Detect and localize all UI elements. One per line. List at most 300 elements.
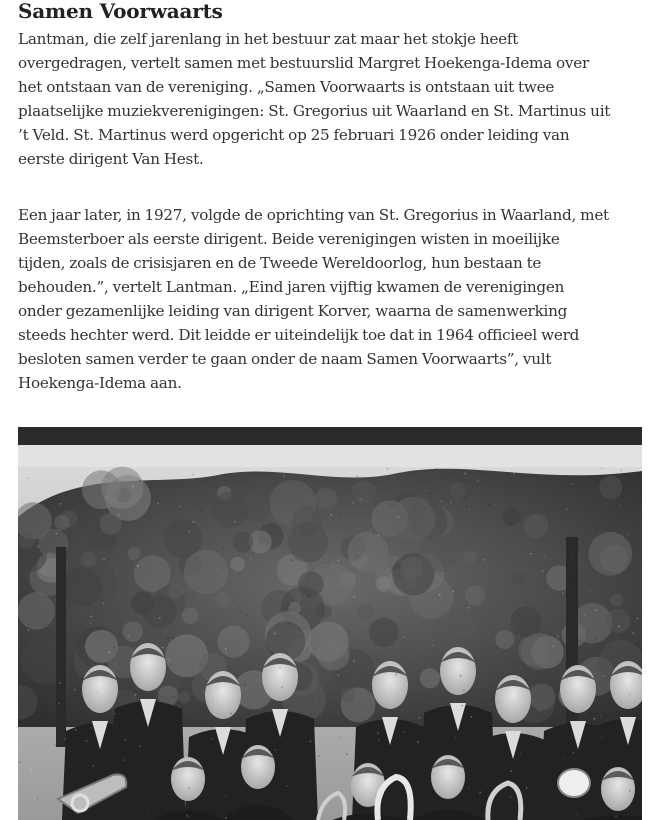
film-grain (114, 647, 116, 649)
foliage-blob (390, 497, 435, 542)
film-grain (403, 731, 405, 733)
film-grain (61, 631, 63, 633)
film-grain (518, 633, 520, 635)
film-grain (193, 521, 195, 523)
film-grain (104, 558, 106, 560)
film-grain (509, 629, 511, 631)
film-grain (74, 474, 76, 476)
film-grain (103, 602, 105, 604)
film-grain (452, 591, 454, 593)
film-grain (469, 509, 471, 511)
film-grain (596, 638, 598, 640)
film-grain (296, 528, 298, 530)
foliage-blob (63, 567, 102, 606)
film-grain (274, 633, 276, 635)
film-grain (93, 765, 95, 767)
film-grain (518, 737, 520, 739)
film-grain (235, 474, 237, 476)
section-heading: Samen Voorwaarts (18, 0, 223, 23)
film-grain (381, 767, 383, 769)
film-grain (440, 501, 442, 503)
film-grain (436, 468, 438, 470)
film-grain (510, 796, 512, 798)
foliage-blob (511, 570, 526, 585)
film-grain (391, 504, 393, 506)
paragraph-line: steeds hechter werd. Dit leidde er uiteindelijk toe dat in 1964 officieel werd (18, 326, 580, 344)
film-grain (571, 484, 573, 486)
paragraph-1 (18, 27, 610, 171)
film-grain (86, 809, 88, 811)
film-grain (432, 645, 434, 647)
film-grain (510, 771, 512, 773)
foliage-blob (529, 684, 556, 711)
film-grain (630, 650, 632, 652)
film-grain (405, 509, 407, 511)
film-grain (608, 593, 610, 595)
film-grain (340, 514, 342, 516)
film-grain (619, 504, 621, 506)
film-grain (338, 675, 340, 677)
film-grain (244, 684, 246, 686)
foliage-blob (495, 630, 514, 649)
foliage-blob (455, 617, 477, 639)
film-grain (521, 596, 523, 598)
film-grain (159, 617, 161, 619)
film-grain (137, 508, 139, 510)
film-grain (100, 600, 102, 602)
film-grain (90, 671, 92, 673)
horn-bell (558, 769, 590, 797)
photo-border-strip (18, 445, 642, 467)
film-grain (621, 470, 623, 472)
film-grain (429, 493, 431, 495)
film-grain (232, 606, 234, 608)
film-grain (450, 502, 452, 504)
foliage-blob (178, 691, 190, 703)
foliage-blob (212, 492, 249, 529)
film-grain (353, 502, 355, 504)
foliage-blob (100, 513, 122, 535)
film-grain (562, 758, 564, 760)
film-grain (566, 509, 568, 511)
film-grain (322, 567, 324, 569)
film-grain (188, 806, 190, 808)
film-grain (557, 636, 559, 638)
film-grain (91, 616, 93, 618)
film-grain (556, 668, 558, 670)
film-grain (240, 651, 242, 653)
film-grain (521, 753, 523, 755)
film-grain (201, 511, 203, 512)
film-grain (96, 472, 98, 474)
film-grain (628, 814, 630, 816)
film-grain (148, 813, 150, 815)
film-grain (353, 661, 355, 663)
foliage-blob (82, 470, 121, 509)
film-grain (181, 563, 183, 565)
film-grain (601, 468, 603, 470)
film-grain (526, 787, 528, 789)
film-grain (428, 776, 430, 778)
film-grain (279, 471, 281, 473)
film-grain (139, 745, 141, 747)
film-grain (349, 679, 351, 681)
paragraph-line: Lantman, die zelf jarenlang in het bestuur zat maar het stokje heeft (18, 30, 519, 48)
film-grain (218, 790, 220, 792)
film-grain (190, 795, 192, 797)
foliage-blob (54, 515, 69, 530)
film-grain (478, 711, 480, 713)
film-grain (234, 521, 236, 523)
film-grain (203, 692, 205, 694)
film-grain (358, 639, 360, 641)
film-grain (112, 571, 114, 573)
paragraph-line: behouden.”, vertelt Lantman. „Eind jaren vijftig kwamen de verenigingen (18, 278, 565, 296)
film-grain (377, 732, 379, 734)
film-grain (58, 703, 60, 705)
film-grain (225, 817, 227, 819)
film-grain (589, 712, 591, 714)
film-grain (357, 476, 359, 478)
film-grain (30, 769, 32, 771)
film-grain (91, 727, 93, 729)
film-grain (19, 672, 21, 674)
film-grain (47, 738, 49, 740)
film-grain (212, 699, 214, 701)
film-grain (328, 562, 330, 564)
film-grain (455, 737, 457, 739)
foliage-blob (317, 637, 350, 670)
film-grain (74, 689, 76, 691)
film-grain (28, 629, 30, 631)
film-grain (338, 560, 340, 562)
film-grain (233, 672, 235, 674)
foliage-blob (18, 533, 34, 549)
film-grain (356, 555, 358, 557)
foliage-blob (502, 508, 520, 526)
foliage-blob (420, 668, 440, 688)
film-grain (124, 742, 126, 744)
film-grain (360, 498, 362, 500)
film-grain (38, 546, 40, 548)
film-grain (107, 476, 109, 478)
film-grain (230, 713, 232, 715)
film-grain (286, 785, 288, 787)
film-grain (102, 559, 104, 561)
film-grain (192, 474, 194, 476)
film-grain (224, 715, 226, 717)
film-grain (570, 707, 572, 709)
film-grain (275, 547, 277, 549)
paragraph-line: plaatselijke muziekverenigingen: St. Gregorius uit Waarland en St. Martinus uit (18, 102, 611, 120)
film-grain (216, 569, 218, 571)
film-grain (629, 694, 631, 696)
film-grain (115, 517, 117, 519)
film-grain (533, 491, 535, 493)
film-grain (432, 791, 434, 793)
film-grain (226, 795, 228, 797)
paragraph-line: ’t Veld. St. Martinus werd opgericht op 25 februari 1926 onder leiding van (18, 126, 570, 144)
foliage-blob (352, 481, 376, 505)
film-grain (528, 506, 530, 508)
foliage-blob (81, 551, 97, 567)
film-grain (56, 533, 58, 535)
film-grain (235, 507, 237, 509)
film-grain (562, 592, 564, 594)
paragraph-2 (18, 203, 609, 395)
film-grain (615, 816, 617, 818)
film-grain (211, 738, 213, 740)
film-grain (473, 575, 475, 577)
foliage-blob (369, 618, 399, 648)
film-grain (393, 477, 395, 479)
film-grain (590, 591, 592, 593)
foliage-blob (230, 557, 245, 572)
film-grain (417, 741, 419, 743)
film-grain (357, 550, 359, 552)
film-grain (337, 494, 339, 496)
foliage-blob (288, 522, 328, 562)
foliage-blob (142, 594, 176, 628)
film-grain (310, 741, 312, 743)
film-grain (340, 737, 342, 739)
film-grain (375, 794, 377, 796)
film-grain (19, 761, 21, 763)
paragraph-line: besloten samen verder te gaan onder de naam Samen Voorwaarts”, vult (18, 350, 552, 368)
film-grain (170, 751, 172, 753)
film-grain (206, 640, 208, 642)
film-grain (567, 809, 569, 811)
film-grain (157, 591, 159, 593)
film-grain (75, 729, 77, 731)
foliage-blob (588, 532, 632, 576)
film-grain (618, 626, 620, 628)
film-grain (54, 599, 56, 601)
film-grain (246, 614, 248, 616)
film-grain (439, 594, 441, 596)
foliage-blob (123, 622, 143, 642)
band-group-photo[interactable] (18, 427, 642, 820)
film-grain (151, 749, 153, 751)
film-grain (283, 475, 285, 477)
film-grain (629, 790, 631, 792)
film-grain (232, 523, 234, 525)
paragraph-line: eerste dirigent Van Hest. (18, 150, 204, 168)
film-grain (225, 648, 227, 650)
foliage-blob (298, 571, 324, 597)
film-grain (584, 614, 586, 616)
film-grain (633, 632, 635, 634)
film-grain (149, 554, 151, 556)
film-grain (463, 689, 465, 691)
film-grain (397, 516, 399, 518)
film-grain (267, 756, 269, 758)
film-grain (430, 507, 432, 509)
film-grain (33, 633, 35, 635)
film-grain (132, 485, 134, 487)
film-grain (521, 516, 523, 518)
film-grain (22, 707, 24, 709)
foliage-blob (232, 532, 253, 553)
paragraph-line: Beemsterboer als eerste dirigent. Beide verenigingen wisten in moeilijke (18, 230, 560, 248)
film-grain (488, 518, 490, 520)
film-grain (456, 743, 458, 745)
film-grain (347, 649, 349, 651)
film-grain (188, 531, 190, 533)
paragraph-line: Hoekenga-Idema aan. (18, 374, 182, 392)
film-grain (501, 700, 503, 702)
film-grain (139, 480, 141, 482)
foliage-blob (18, 592, 55, 629)
foliage-blob (169, 584, 184, 599)
film-grain (191, 652, 193, 654)
film-grain (603, 675, 605, 677)
film-grain (137, 565, 139, 567)
film-grain (476, 796, 478, 798)
film-grain (158, 503, 160, 505)
film-grain (90, 545, 92, 547)
film-grain (109, 810, 111, 812)
foliage-blob (215, 592, 230, 607)
film-grain (395, 674, 397, 676)
film-grain (378, 739, 380, 741)
film-grain (125, 739, 127, 741)
foliage-blob (610, 594, 623, 607)
film-grain (594, 718, 596, 720)
film-grain (419, 717, 421, 719)
film-grain (330, 514, 332, 516)
film-grain (465, 496, 467, 498)
film-grain (611, 734, 613, 736)
film-grain (573, 752, 575, 754)
film-grain (308, 596, 310, 598)
film-grain (196, 505, 198, 507)
film-grain (128, 635, 130, 637)
film-grain (319, 755, 321, 757)
foliage-blob (599, 476, 622, 499)
foliage-blob (288, 602, 301, 615)
film-grain (387, 468, 389, 470)
foliage-blob (348, 531, 389, 572)
film-grain (286, 792, 288, 794)
foliage-blob (511, 606, 542, 637)
film-grain (173, 696, 175, 698)
tree-trunk (566, 537, 578, 747)
foliage-blob (420, 482, 433, 495)
film-grain (90, 622, 92, 624)
film-grain (545, 556, 547, 558)
film-grain (154, 519, 156, 521)
film-grain (189, 816, 191, 818)
film-grain (250, 558, 252, 560)
foliage-blob (449, 482, 466, 499)
band-photo-illustration (18, 427, 642, 820)
film-grain (167, 637, 169, 639)
foliage-blob (182, 607, 199, 624)
film-grain (403, 636, 405, 638)
film-grain (468, 788, 470, 790)
film-grain (134, 647, 136, 649)
foliage-blob (465, 585, 485, 605)
film-grain (378, 535, 380, 537)
film-grain (123, 759, 125, 761)
film-grain (637, 618, 639, 620)
film-grain (530, 553, 532, 555)
foliage-blob (464, 551, 477, 564)
film-grain (363, 797, 365, 799)
foliage-blob (217, 626, 249, 658)
film-grain (114, 713, 116, 715)
film-grain (60, 503, 62, 505)
film-grain (538, 811, 540, 813)
film-grain (497, 701, 499, 703)
film-grain (375, 797, 377, 799)
film-grain (64, 739, 66, 741)
film-grain (133, 733, 135, 735)
film-grain (130, 608, 132, 610)
foliage-blob (128, 547, 141, 560)
film-grain (275, 749, 277, 751)
film-grain (70, 751, 72, 753)
film-grain (279, 667, 281, 669)
film-grain (600, 716, 602, 718)
film-grain (96, 692, 98, 694)
film-grain (373, 532, 375, 534)
film-grain (628, 534, 630, 536)
paragraph-line: tijden, zoals de crisisjaren en de Tweede Wereldoorlog, hun bestaan te (18, 254, 542, 272)
film-grain (315, 699, 317, 701)
paragraph-line: onder gezamenlijke leiding van dirigent Korver, waarna de samenwerking (18, 302, 568, 320)
paragraph-line: het ontstaan van de vereniging. „Samen Voorwaarts is ontstaan uit twee (18, 78, 555, 96)
tree-trunk (56, 547, 66, 747)
film-grain (572, 554, 574, 556)
foliage-blob (521, 633, 558, 670)
film-grain (37, 798, 39, 800)
film-grain (484, 559, 486, 561)
film-grain (354, 596, 356, 598)
film-grain (601, 736, 603, 738)
foliage-blob (315, 487, 337, 509)
film-grain (577, 813, 579, 815)
film-grain (561, 564, 563, 566)
film-grain (188, 787, 190, 789)
film-grain (464, 473, 466, 475)
foliage-blob (524, 514, 548, 538)
film-grain (613, 777, 615, 779)
film-grain (186, 815, 188, 817)
film-grain (542, 570, 544, 572)
film-grain (585, 492, 587, 494)
film-grain (281, 687, 283, 689)
film-grain (162, 647, 164, 649)
foliage-blob (184, 550, 229, 595)
foliage-blob (357, 604, 373, 620)
film-grain (553, 645, 555, 647)
film-grain (20, 636, 22, 638)
film-grain (415, 730, 417, 732)
film-grain (99, 505, 101, 507)
film-grain (346, 754, 348, 756)
paragraph-line: Een jaar later, in 1927, volgde de oprichting van St. Gregorius in Waarland, met (18, 206, 609, 224)
film-grain (291, 560, 293, 562)
film-grain (206, 678, 208, 680)
film-grain (168, 659, 170, 661)
film-grain (250, 654, 252, 656)
film-grain (108, 652, 110, 654)
foliage-blob (340, 687, 355, 702)
film-grain (513, 473, 515, 475)
film-grain (92, 534, 94, 536)
